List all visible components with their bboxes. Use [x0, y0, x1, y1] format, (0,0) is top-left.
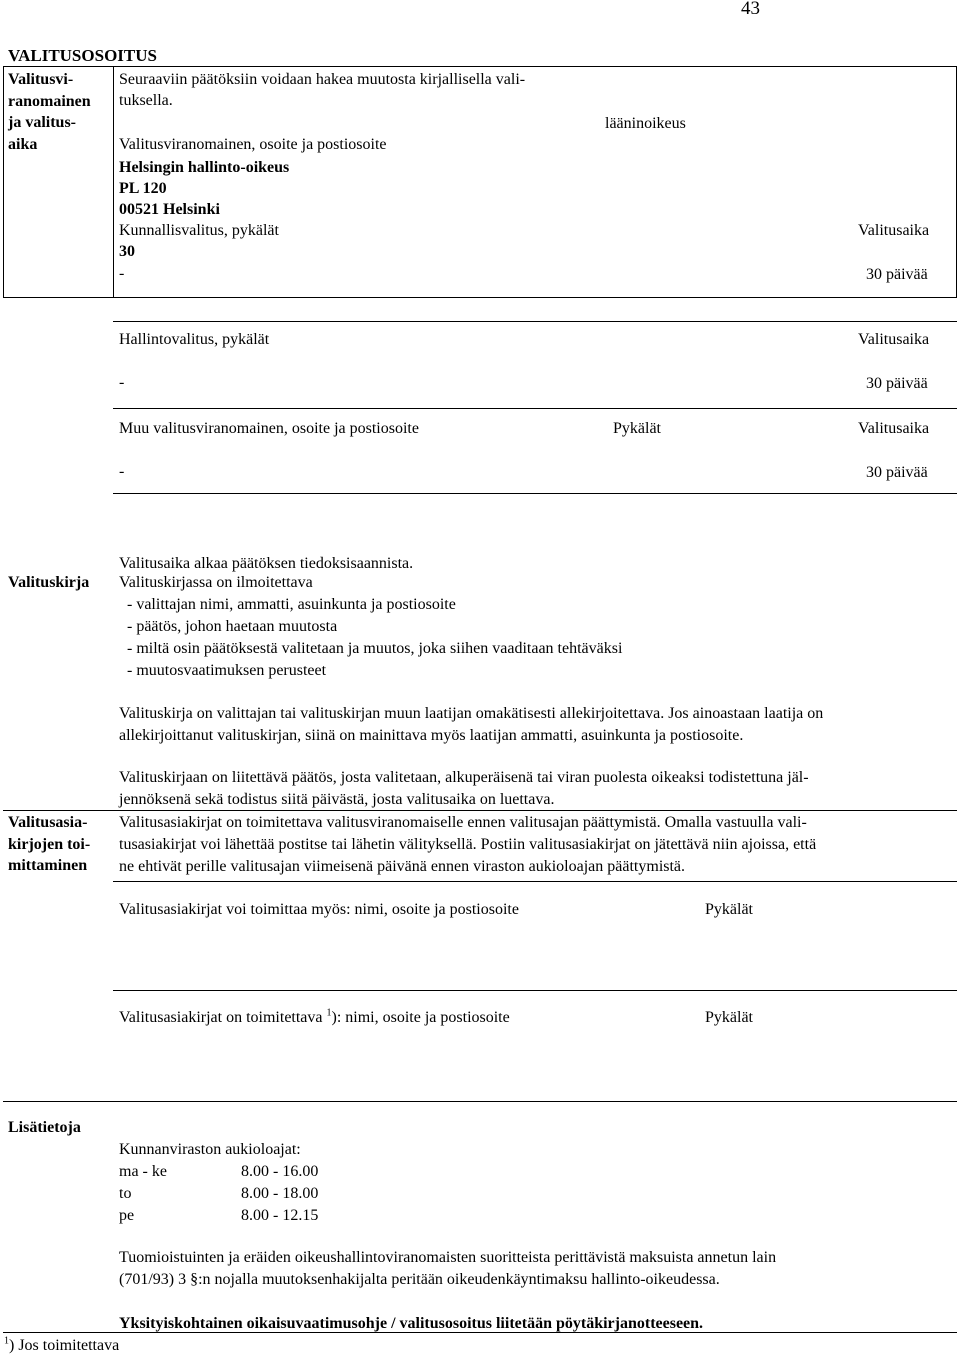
section3-label-line: Valitusasia- [8, 814, 88, 831]
section3-label-line: mittaminen [8, 857, 88, 874]
ohje-note: Yksityiskohtainen oikaisuvaatimusohje / valitusosoitus liitetään pöytäkirjanotteeseen. [119, 1315, 704, 1332]
maksu-line-2: (701/93) 3 §:n nojalla muutoksenhakijalta peritään oikeudenkäyntimaksu hallinto-oikeudessa. [119, 1271, 720, 1288]
document-title: VALITUSOSOITUS [8, 46, 157, 65]
intro-line-2: tuksella. [119, 92, 173, 109]
valitusaika-alkaa: Valitusaika alkaa päätöksen tiedoksisaannista. [119, 555, 414, 572]
hours-time: 8.00 - 18.00 [241, 1185, 319, 1202]
authority-header: Valitusviranomainen, osoite ja postiosoite [119, 136, 387, 153]
valituskirja-item: - miltä osin päätöksestä valitetaan ja muutos, joka siihen vaaditaan tehtäväksi [127, 640, 623, 657]
toimitettava-label-post: ): nimi, osoite ja postiosoite [331, 1009, 510, 1026]
valituskirja-item: - valittajan nimi, ammatti, asuinkunta ja postiosoite [127, 596, 456, 613]
aukioloajat-title: Kunnanviraston aukioloajat: [119, 1141, 301, 1158]
section4-top-border [3, 1101, 957, 1102]
valitusaika-label-3: Valitusaika [858, 420, 930, 437]
hours-time: 8.00 - 16.00 [241, 1163, 319, 1180]
valitusaika-value-3: 30 päivää [866, 464, 928, 481]
myos-pykalat: Pykälät [705, 901, 753, 918]
authority-city: 00521 Helsinki [119, 201, 220, 218]
maksu-line-1: Tuomioistuinten ja eräiden oikeushallintoviranomaisten suoritteista perittävistä maksuista annetun lain [119, 1249, 777, 1266]
liitteet-line-2: jennöksenä sekä todistus siitä päivästä, josta valitusaika on luettava. [119, 791, 555, 808]
section1-bottom-border [3, 297, 957, 298]
toimitettava-label [119, 1007, 510, 1028]
section1-label-line: Valitusvi- [8, 71, 74, 88]
toimitettava-label-pre: Valitusasiakirjat on toimitettava [119, 1009, 327, 1026]
muu-bottom-border [113, 493, 957, 494]
muu-dash: - [119, 463, 125, 480]
muu-viranomainen-label: Muu valitusviranomainen, osoite ja postiosoite [119, 420, 419, 437]
valitusaika-value-2: 30 päivää [866, 375, 928, 392]
valituskirja-item: - muutosvaatimuksen perusteet [127, 662, 327, 679]
section1-right-border [956, 66, 957, 298]
kunnallisvalitus-value: 30 [119, 243, 135, 260]
authority-name: Helsingin hallinto-oikeus [119, 159, 290, 176]
footnote [4, 1335, 119, 1356]
hallintovalitus-dash: - [119, 374, 125, 391]
hallintovalitus-label: Hallintovalitus, pykälät [119, 331, 270, 348]
muu-pykalat-label: Pykälät [613, 420, 661, 437]
hours-day: ma - ke [119, 1163, 167, 1180]
valituskirja-intro: Valituskirjassa on ilmoitettava [119, 574, 313, 591]
allekirjoitus-line-2: allekirjoittanut valituskirjan, siinä on mainittava myös laatijan ammatti, asuinkunta ja postiosoite. [119, 727, 744, 744]
kunnallisvalitus-label: Kunnallisvalitus, pykälät [119, 222, 279, 239]
hours-time: 8.00 - 12.15 [241, 1207, 319, 1224]
hallinto-top-border [113, 321, 957, 322]
lisatietoja-label: Lisätietoja [8, 1119, 81, 1136]
section3-top-border [3, 810, 957, 811]
hours-day: pe [119, 1207, 135, 1224]
allekirjoitus-line-1: Valituskirja on valittajan tai valituskirjan muun laatijan omakätisesti allekirjoitettava. Jos ainoastaan laatija on [119, 705, 824, 722]
intro-line-1: Seuraaviin päätöksiin voidaan hakea muutosta kirjallisella vali- [119, 71, 526, 88]
section1-label [8, 69, 91, 155]
section1-left-border [3, 66, 4, 298]
footnote-marker: 1 [4, 1335, 9, 1347]
valituskirja-label: Valituskirja [8, 574, 90, 591]
valitusaika-label-1: Valitusaika [858, 222, 930, 239]
toimittaminen-line-2: tusasiakirjat voi lähettää postitse tai lähetin välityksellä. Postiin valitusasiakirjat on jätettävä niin ajoissa, että [119, 836, 817, 853]
laaninoikeus-label: lääninoikeus [605, 115, 686, 132]
footnote-text: ) Jos toimitettava [9, 1337, 120, 1354]
section1-divider [113, 66, 114, 298]
section3-label [8, 812, 90, 877]
valituskirja-item: - päätös, johon haetaan muutosta [127, 618, 338, 635]
top-border [3, 66, 957, 67]
section1-label-line: aika [8, 135, 38, 153]
myos-label: Valitusasiakirjat voi toimittaa myös: nimi, osoite ja postiosoite [119, 901, 519, 918]
valitusaika-value-1: 30 päivää [866, 266, 928, 283]
toim-top-border [113, 990, 957, 991]
section1-label-line: ja valitus- [8, 114, 76, 131]
section1-label-line: ranomainen [8, 92, 91, 110]
toimittaminen-line-1: Valitusasiakirjat on toimitettava valitusviranomaiselle ennen valitusajan päättymistä. Omalla vastuulla vali- [119, 814, 807, 831]
toimitettava-footnote-ref: 1 [326, 1007, 332, 1019]
valitusaika-label-2: Valitusaika [858, 331, 930, 348]
kunnallisvalitus-dash: - [119, 265, 125, 282]
muu-top-border [113, 408, 957, 409]
page-number: 43 [741, 0, 760, 19]
myos-top-border [113, 881, 957, 882]
toimitettava-pykalat: Pykälät [705, 1009, 753, 1026]
authority-po-box: PL 120 [119, 180, 167, 197]
hours-day: to [119, 1185, 132, 1202]
section3-label-line: kirjojen toi- [8, 835, 91, 853]
toimittaminen-line-3: ne ehtivät perille valitusajan viimeisenä päivänä ennen viraston aukioloajan päättymistä. [119, 858, 686, 875]
liitteet-line-1: Valituskirjaan on liitettävä päätös, josta valitetaan, alkuperäisenä tai viran puolesta oikeaksi todistettuna jäl- [119, 769, 809, 786]
